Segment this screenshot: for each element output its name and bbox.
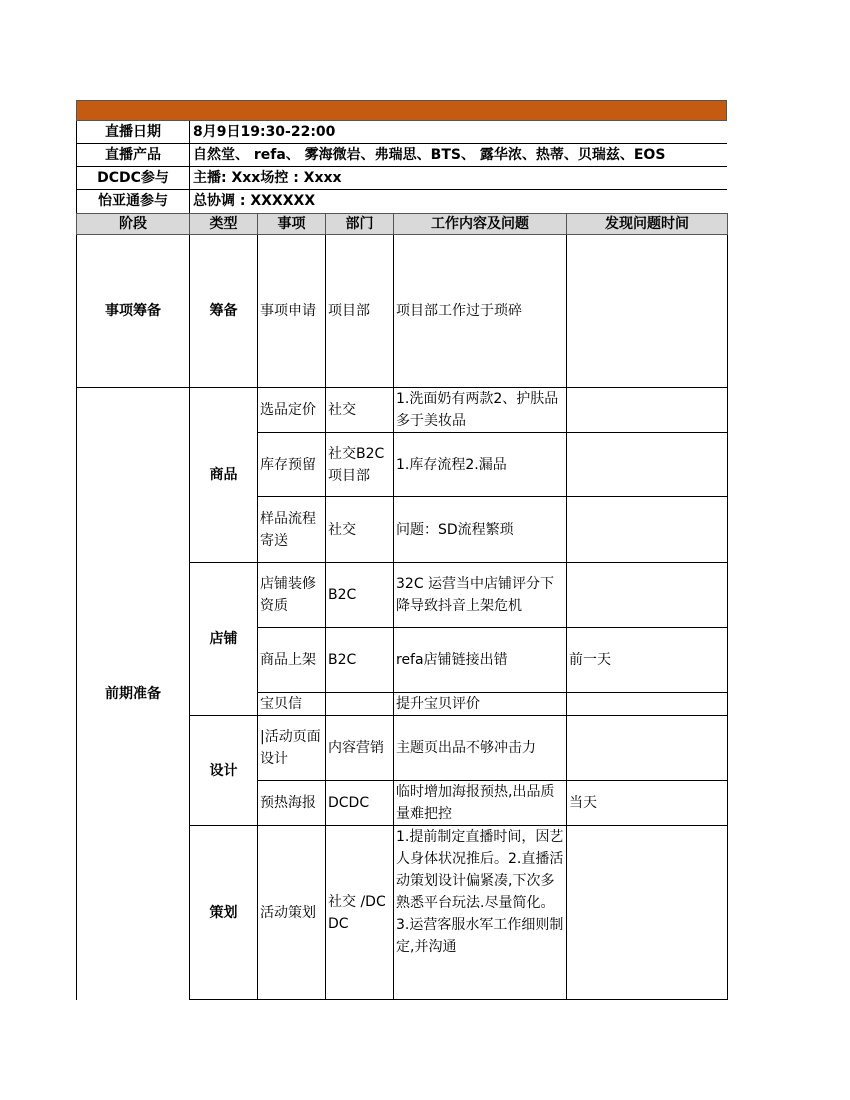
dept-cell: 项目部 xyxy=(326,235,394,388)
item-cell: 事项申请 xyxy=(258,235,326,388)
time-cell xyxy=(567,826,728,1000)
item-cell: 预热海报 xyxy=(258,781,326,826)
yyt-label: 怡亚通参与 xyxy=(76,190,190,213)
dept-cell: 内容营销 xyxy=(326,716,394,781)
schedule-sheet xyxy=(76,100,727,1000)
issues-table xyxy=(76,213,728,1000)
dept-cell: DCDC xyxy=(326,781,394,826)
dcdc-value: 主播: Xxx场控 : Xxxx xyxy=(193,170,342,186)
content-cell: 提升宝贝评价 xyxy=(394,693,567,716)
dept-cell: B2C xyxy=(326,563,394,628)
time-cell xyxy=(567,433,728,497)
header-dept: 部门 xyxy=(326,214,394,235)
type-cell: 筹备 xyxy=(190,235,258,388)
info-row-yyt xyxy=(76,190,727,213)
yyt-value: 总协调 : XXXXXX xyxy=(193,193,316,209)
info-row-date xyxy=(76,121,727,144)
type-cell: 设计 xyxy=(190,716,258,826)
content-cell: 32C 运营当中店铺评分下降导致抖音上架危机 xyxy=(394,563,567,628)
time-cell xyxy=(567,497,728,563)
dept-cell: 社交 xyxy=(326,497,394,563)
content-cell: 主题页出品不够冲击力 xyxy=(394,716,567,781)
time-cell: 当天 xyxy=(567,781,728,826)
stage-cell: 前期准备 xyxy=(77,388,190,1000)
table-header-row xyxy=(77,214,728,235)
time-cell xyxy=(567,563,728,628)
time-cell xyxy=(567,693,728,716)
item-cell: 店铺装修资质 xyxy=(258,563,326,628)
date-label: 直播日期 xyxy=(76,121,190,143)
dcdc-label: DCDC参与 xyxy=(76,167,190,189)
header-item: 事项 xyxy=(258,214,326,235)
item-cell: 样品流程寄送 xyxy=(258,497,326,563)
type-cell: 商品 xyxy=(190,388,258,563)
products-value: 自然堂、 refa、 雾海微岩、弗瑞思、BTS、 露华浓、热蒂、贝瑞兹、EOS xyxy=(193,147,666,163)
item-cell: 宝贝信 xyxy=(258,693,326,716)
header-banner xyxy=(76,100,727,121)
type-cell: 策划 xyxy=(190,826,258,1000)
time-cell: 前一天 xyxy=(567,628,728,693)
content-cell: refa店铺链接出错 xyxy=(394,628,567,693)
info-row-dcdc xyxy=(76,167,727,190)
content-cell: 1.库存流程2.漏品 xyxy=(394,433,567,497)
time-cell xyxy=(567,388,728,433)
time-cell xyxy=(567,235,728,388)
table-row xyxy=(77,235,728,388)
dept-cell: 社交 /DCDC xyxy=(326,826,394,1000)
stage-cell: 事项筹备 xyxy=(77,235,190,388)
header-stage: 阶段 xyxy=(77,214,190,235)
dept-cell: 社交 xyxy=(326,388,394,433)
header-time: 发现问题时间 xyxy=(567,214,728,235)
products-label: 直播产品 xyxy=(76,144,190,166)
content-cell: 1.提前制定直播时间，因艺人身体状况推后。2.直播活动策划设计偏紧凑,下次多熟悉平台玩法.尽量简化。3.运营客服水军工作细则制定,并沟通 xyxy=(394,826,567,1000)
header-content: 工作内容及问题 xyxy=(394,214,567,235)
content-cell: 1.洗面奶有两款2、护肤品多于美妆品 xyxy=(394,388,567,433)
item-cell: |活动页面设计 xyxy=(258,716,326,781)
content-cell: 项目部工作过于琐碎 xyxy=(394,235,567,388)
item-cell: 选品定价 xyxy=(258,388,326,433)
item-cell: 活动策划 xyxy=(258,826,326,1000)
time-cell xyxy=(567,716,728,781)
item-cell: 商品上架 xyxy=(258,628,326,693)
content-cell: 问题：SD流程繁琐 xyxy=(394,497,567,563)
date-value: 8月9日19:30-22:00 xyxy=(193,124,336,140)
item-cell: 库存预留 xyxy=(258,433,326,497)
header-type: 类型 xyxy=(190,214,258,235)
content-cell: 临时增加海报预热,出品质量难把控 xyxy=(394,781,567,826)
info-row-products xyxy=(76,144,727,167)
dept-cell xyxy=(326,693,394,716)
type-cell: 店铺 xyxy=(190,563,258,716)
dept-cell: 社交B2C 项目部 xyxy=(326,433,394,497)
dept-cell: B2C xyxy=(326,628,394,693)
table-row xyxy=(77,388,728,433)
